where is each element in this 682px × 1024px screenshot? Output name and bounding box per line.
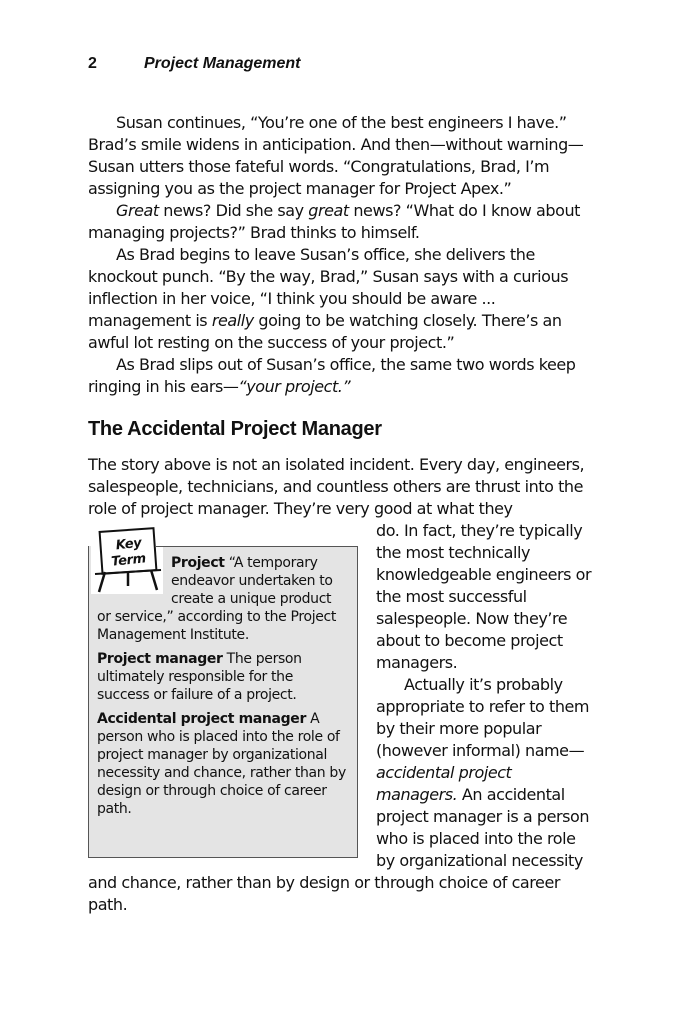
- paragraph: Actually it’s probably appropriate to refer to them by their more popular (however informal) name—accidental project managers. An accidental project manager is a person who is placed into the role by organizational necessity and chance, rather than by design or through choice of career path.: [88, 675, 590, 914]
- page-body: [88, 112, 596, 916]
- key-term-easel-icon: [91, 524, 163, 594]
- term: Project manager: [97, 651, 223, 667]
- paragraph: The story above is not an isolated incident. Every day, engineers, salespeople, technicians, and countless others are thrust into the role of project manager. They’re very good at what they: [88, 455, 585, 518]
- paragraph: Susan continues, “You’re one of the best engineers I have.” Brad’s smile widens in anticipation. And then—without warning—Susan utters those fateful words. “Congratulations, Brad, I’m assigning you as the project manager for Project Apex.”: [88, 113, 584, 198]
- italic-phrase: accidental project managers.: [376, 763, 512, 804]
- paragraph: do. In fact, they’re typically the most technically knowledgeable engineers or the most successful salespeople. Now they’re about to become project managers.: [376, 521, 592, 672]
- paragraph: Great news? Did she say great news? “What do I know about managing projects?” Brad thinks to himself.: [88, 201, 580, 242]
- svg-text:Key: Key: [115, 535, 143, 554]
- running-title: Project Management: [144, 55, 301, 72]
- definition: A person who is placed into the role of project manager by organizational necessity and chance, rather than by design or through choice of career path.: [97, 711, 346, 817]
- italic-quote: “your project.”: [238, 377, 351, 396]
- italic-word: Great: [116, 201, 159, 220]
- italic-word: really: [211, 311, 254, 330]
- section-heading: The Accidental Project Manager: [88, 418, 382, 440]
- key-term-entry: [97, 710, 347, 818]
- term: Project: [171, 555, 225, 571]
- definition: The person ultimately responsible for the success or failure of a project.: [97, 651, 302, 703]
- paragraph: As Brad begins to leave Susan’s office, she delivers the knockout punch. “By the way, Brad,” Susan says with a curious inflection in her voice, “I think you should be aware ... management is really going to be watching closely. There’s an awful lot resting on the success of your project.”: [88, 245, 569, 352]
- definition: “A temporary endeavor undertaken to create a unique product or service,” according to the Project Management Institute.: [97, 555, 336, 643]
- running-header: [88, 55, 300, 73]
- key-term-sidebar: [88, 535, 358, 858]
- svg-text:Term: Term: [110, 551, 147, 570]
- term: Accidental project manager: [97, 711, 307, 727]
- page-number: 2: [88, 55, 97, 72]
- key-term-entry: [97, 650, 347, 704]
- italic-word: great: [308, 201, 349, 220]
- paragraph: As Brad slips out of Susan’s office, the same two words keep ringing in his ears—“your project.”: [88, 355, 576, 396]
